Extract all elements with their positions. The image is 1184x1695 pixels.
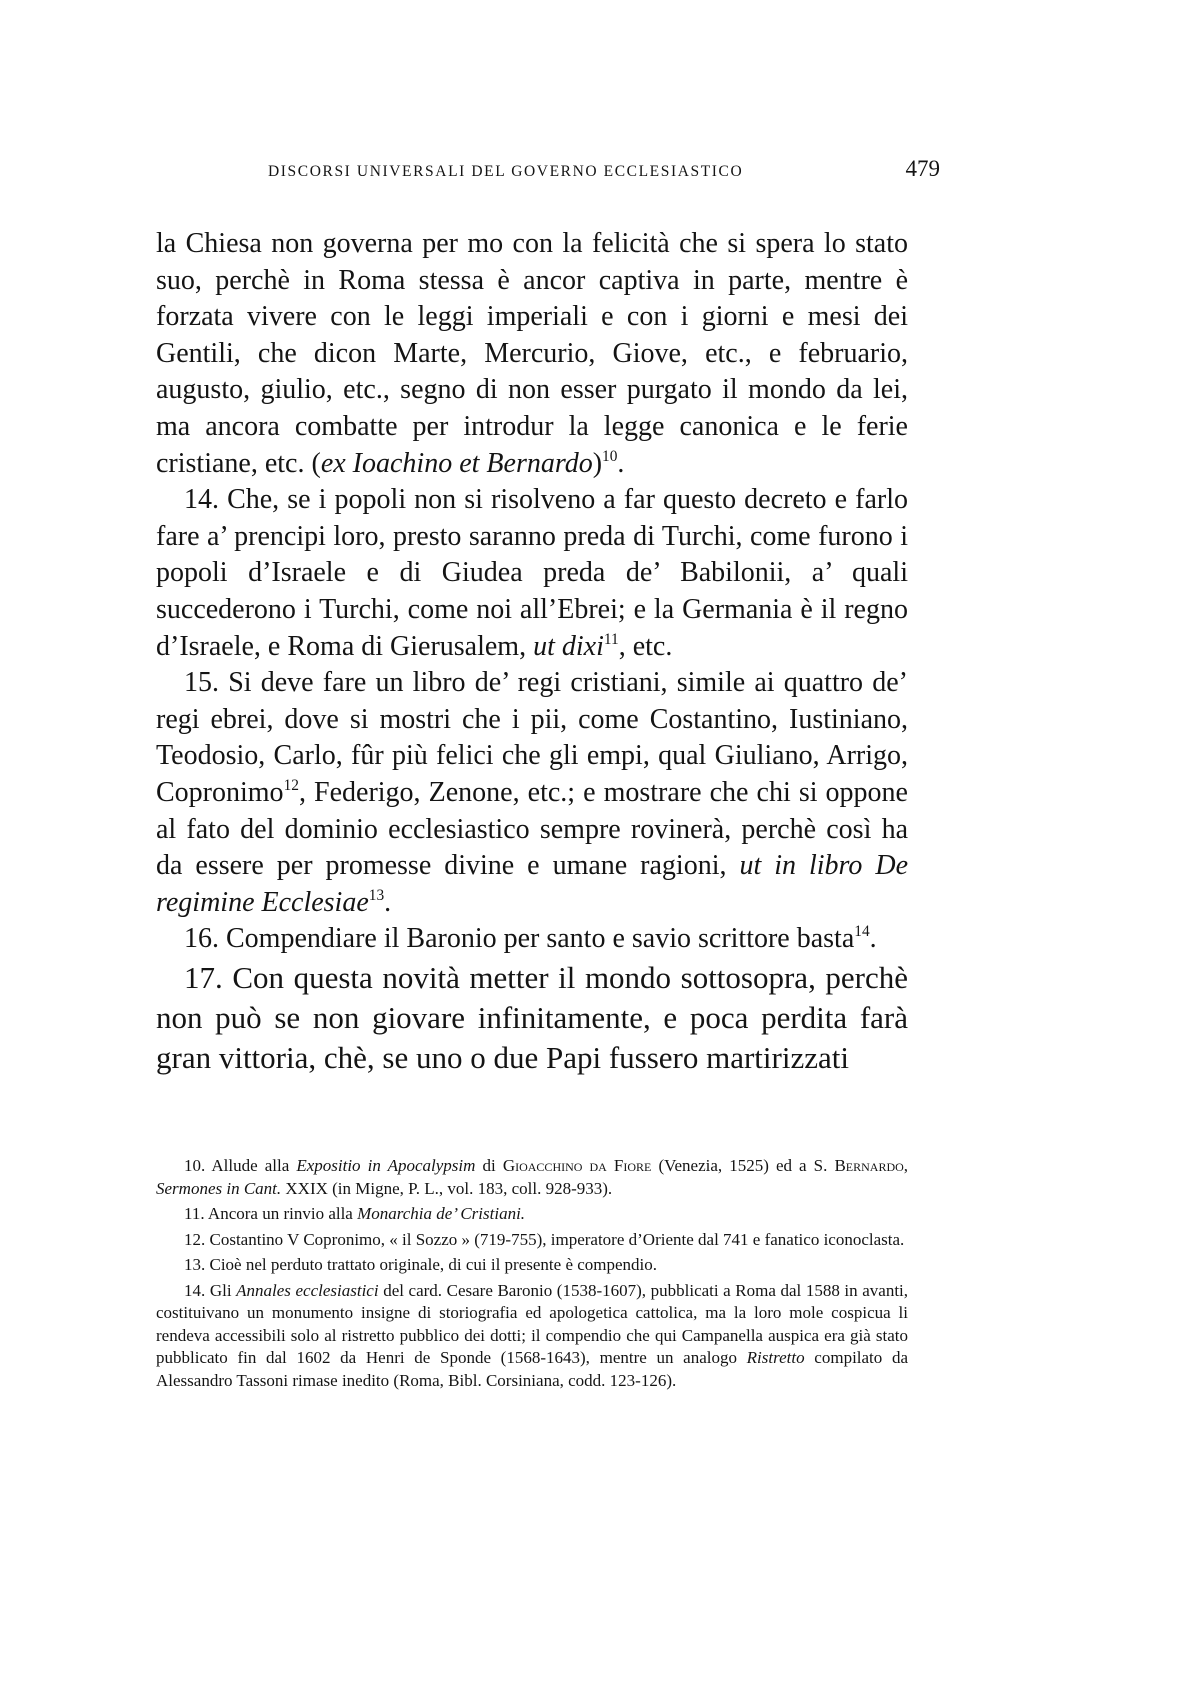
paragraph-text: , etc. xyxy=(618,630,673,662)
footnote-ref-13: 13 xyxy=(368,886,385,904)
footnote-text: XXIX (in Migne, P. L., vol. 183, coll. 928-933). xyxy=(285,1178,613,1198)
italic-citation: ut in libro De regimine Ecclesiae xyxy=(156,850,909,918)
footnote-italic: Monarchia de’ Cristiani. xyxy=(357,1204,526,1223)
paragraph-15 xyxy=(156,665,908,921)
footnote-text: di xyxy=(482,1156,496,1175)
footnote-text: 12. Costantino V Copronimo, « il Sozzo » (719-755), imperatore d’Oriente dal 741 e fanatico iconoclasta. xyxy=(184,1229,905,1249)
paragraph-13-continued xyxy=(156,226,908,482)
author-name: Bernardo, xyxy=(834,1156,909,1175)
footnote-text: (Venezia, 1525) ed a S. xyxy=(658,1156,828,1175)
footnotes xyxy=(156,1155,908,1395)
paragraph-text: 14. Che, se i popoli non si risolveno a far questo decreto e farlo fare a’ prencipi loro, presto saranno preda di Turchi, come furono i popoli d’Israele e di Giudea preda de’ Babilonii, a’ quali succederono i Turchi, come noi all’Ebrei; e la Germania è il regno d’Israele, e Roma di Gierusalem, xyxy=(156,484,908,662)
italic-citation: ex Ioachino et Bernardo xyxy=(320,447,593,479)
footnote-text: compilato da Alessandro Tassoni rimase inedito (Roma, Bibl. Corsiniana, codd. 123-126). xyxy=(156,1348,909,1390)
paragraph-16 xyxy=(156,921,908,958)
footnote-italic: Ristretto xyxy=(746,1348,805,1367)
footnote-13 xyxy=(156,1254,908,1277)
footnote-ref-14: 14 xyxy=(854,923,870,941)
footnote-14 xyxy=(156,1280,908,1393)
paragraph-17 xyxy=(156,958,908,1078)
footnote-text: del card. Cesare Baronio (1538-1607), pubblicati a Roma dal 1588 in avanti, costituivano un monumento insigne di storiografia ed apologetica cattolica, ma la loro mole cospicua li rendeva accessibili solo al ristretto pubblico dei dotti; il compendio che qui Campanella auspica era già stato pubblicato fin dal 1602 da Henri de Sponde (1568-1643), mentre un analogo xyxy=(156,1280,909,1367)
paragraph-text: 16. Compendiare il Baronio per santo e savio scrittore basta xyxy=(184,923,855,955)
paragraph-text: ) xyxy=(592,447,603,479)
paragraph-14 xyxy=(156,482,908,665)
page-number: 479 xyxy=(905,156,940,181)
footnote-10 xyxy=(156,1155,908,1200)
running-title: DISCORSI UNIVERSALI DEL GOVERNO ECCLESIASTICO xyxy=(268,163,744,180)
paragraph-text: la Chiesa non governa per mo con la felicità che si spera lo stato suo, perchè in Roma stessa è ancor captiva in parte, mentre è forzata vivere con le leggi imperiali e con i giorni e mesi dei Gentili, che dicon Marte, Mercurio, Giove, etc., e februario, augusto, giulio, etc., segno di non esser purgato il mondo da lei, ma ancora combatte per introdur la legge canonica e le ferie cristiane, etc. ( xyxy=(156,228,908,479)
author-name: Gioacchino da Fiore xyxy=(502,1156,652,1175)
footnote-text: 14. Gli xyxy=(184,1280,232,1300)
running-head xyxy=(268,156,940,190)
footnote-text: 10. Allude alla xyxy=(184,1156,290,1175)
footnote-italic: Sermones in Cant. xyxy=(156,1178,282,1198)
italic-citation: ut dixi xyxy=(533,630,604,662)
footnote-italic: Annales ecclesiastici xyxy=(236,1280,379,1300)
paragraph-text: . xyxy=(869,923,877,955)
footnote-ref-10: 10 xyxy=(602,447,618,465)
paragraph-text: 17. Con questa novità metter il mondo sottosopra, perchè non può se non giovare infinitamente, e poca perdita farà gran vittoria, chè, se uno o due Papi fussero martirizzati xyxy=(156,959,908,1075)
main-text xyxy=(156,226,908,1078)
footnote-ref-11: 11 xyxy=(603,630,619,648)
paragraph-text: . xyxy=(384,886,392,918)
footnote-text: 13. Cioè nel perduto trattato originale, di cui il presente è compendio. xyxy=(184,1255,658,1274)
paragraph-text: , Federigo, Zenone, etc.; e mostrare che chi si oppone al fato del dominio ecclesiastico sempre rovinerà, perchè così ha da essere per promesse divine e umane ragioni, xyxy=(156,776,908,882)
footnote-ref-12: 12 xyxy=(283,777,299,795)
footnote-italic: Expositio in Apocalypsim xyxy=(296,1156,476,1175)
paragraph-text: 15. Si deve fare un libro de’ regi cristiani, simile ai quattro de’ regi ebrei, dove si mostri che i pii, come Costantino, Iustiniano, Teodosio, Carlo, fûr più felici che gli empi, qual Giuliano, Arrigo, Copronimo xyxy=(156,667,908,808)
footnote-11 xyxy=(156,1203,908,1226)
footnote-12 xyxy=(156,1229,908,1252)
footnote-text: 11. Ancora un rinvio alla xyxy=(184,1204,353,1223)
paragraph-text: . xyxy=(617,447,625,479)
